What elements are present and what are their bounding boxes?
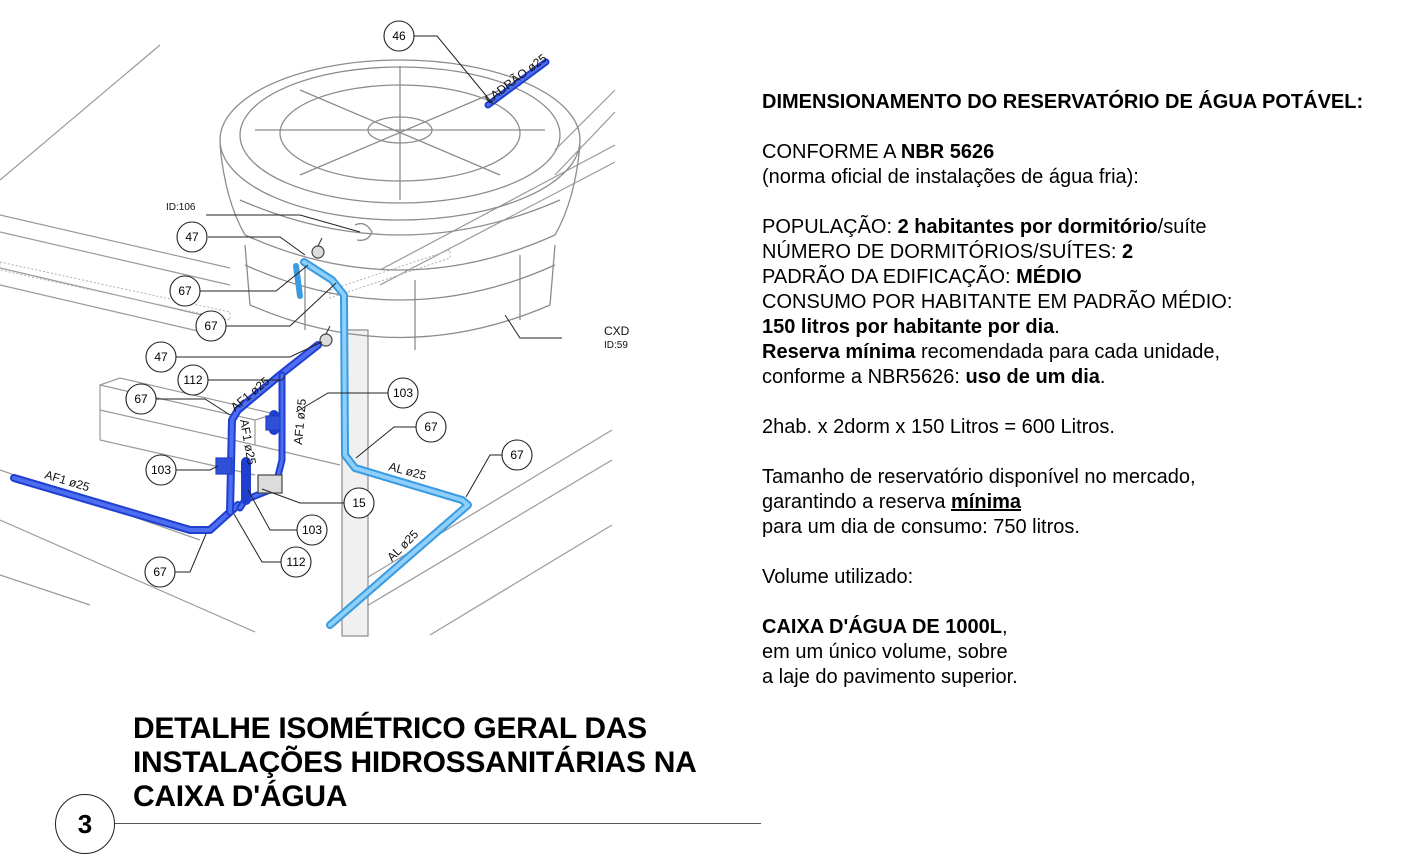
spec-conforme-nbr: conforme a NBR5626: uso de um dia. [762, 366, 1106, 388]
spec-tamanho-2: garantindo a reserva mínima [762, 491, 1022, 513]
callout-67 [145, 557, 175, 587]
title-line-2: INSTALAÇÕES HIDROSSANITÁRIAS NA [133, 746, 697, 779]
water-tank [220, 60, 580, 350]
spec-num-dormitorios: NÚMERO DE DORMITÓRIOS/SUÍTES: 2 [762, 241, 1134, 263]
spec-heading: DIMENSIONAMENTO DO RESERVATÓRIO DE ÁGUA POTÁVEL: [762, 91, 1364, 113]
title-rule [115, 823, 761, 824]
title-line-1: DETALHE ISOMÉTRICO GERAL DAS [133, 712, 647, 745]
detail-title [133, 712, 753, 814]
svg-text:112: 112 [183, 373, 203, 387]
spec-tamanho-1: Tamanho de reservatório disponível no mercado, [762, 466, 1196, 488]
callout-103 [146, 455, 176, 485]
spec-tamanho-3: para um dia de consumo: 750 litros. [762, 516, 1080, 538]
spec-volume-label: Volume utilizado: [762, 566, 914, 588]
callout-67 [196, 311, 226, 341]
svg-text:46: 46 [392, 29, 406, 43]
al-horizontal-label: AL ø25 [387, 459, 428, 483]
svg-text:67: 67 [178, 284, 192, 298]
svg-text:47: 47 [185, 230, 199, 244]
af1-horizontal-label: AF1 ø25 [43, 467, 92, 495]
spec-populacao: POPULAÇÃO: 2 habitantes por dormitório/suíte [762, 216, 1207, 238]
callout-46 [384, 21, 414, 51]
svg-text:67: 67 [510, 448, 524, 462]
callout-67 [416, 412, 446, 442]
svg-text:103: 103 [301, 523, 323, 537]
af1-top-label: AF1 ø25 [227, 373, 273, 415]
ladrao-label: LADRÃO ø25 [482, 51, 550, 107]
af1-vert-left-label: AF1 ø25 [237, 418, 259, 466]
svg-text:67: 67 [134, 392, 148, 406]
svg-text:15: 15 [352, 496, 366, 510]
isometric-drawing [0, 0, 760, 700]
callout-103 [297, 515, 327, 545]
callout-103 [388, 378, 418, 408]
id59-label: ID:59 [604, 340, 628, 351]
spec-laje: a laje do pavimento superior. [762, 666, 1018, 688]
cxd-label: CXD [604, 324, 630, 338]
callout-67 [126, 384, 156, 414]
af1-vert-right-label: AF1 ø25 [291, 398, 310, 446]
svg-text:47: 47 [154, 350, 168, 364]
svg-text:67: 67 [153, 565, 167, 579]
spec-consumo-label: CONSUMO POR HABITANTE EM PADRÃO MÉDIO: [762, 291, 1233, 313]
callout-15 [344, 488, 374, 518]
callout-47 [146, 342, 176, 372]
svg-text:103: 103 [392, 386, 414, 400]
callout-67 [502, 440, 532, 470]
title-line-3: CAIXA D'ÁGUA [133, 780, 348, 813]
spec-calculo: 2hab. x 2dorm x 150 Litros = 600 Litros. [762, 416, 1115, 438]
spec-consumo-value: 150 litros por habitante por dia. [762, 316, 1060, 338]
callout-47 [177, 222, 207, 252]
id106-label: ID:106 [166, 202, 196, 213]
svg-text:103: 103 [150, 463, 172, 477]
spec-conforme: CONFORME A NBR 5626 [762, 141, 995, 163]
spec-norma-desc: (norma oficial de instalações de água fria): [762, 166, 1139, 188]
spec-unico-volume: em um único volume, sobre [762, 641, 1008, 663]
pipe-labels [43, 51, 630, 564]
svg-text:67: 67 [424, 420, 438, 434]
callouts [126, 21, 532, 587]
spec-padrao: PADRÃO DA EDIFICAÇÃO: MÉDIO [762, 266, 1082, 288]
detail-number: 3 [55, 794, 115, 854]
af1-pipes [14, 345, 318, 530]
callout-112 [281, 547, 311, 577]
al-diagonal-label: AL ø25 [384, 527, 422, 565]
callout-67 [170, 276, 200, 306]
spec-caixa: CAIXA D'ÁGUA DE 1000L, [762, 616, 1008, 638]
callout-112 [178, 365, 208, 395]
al-pipes [296, 262, 468, 625]
spec-reserva: Reserva mínima recomendada para cada unidade, [762, 341, 1221, 363]
svg-text:67: 67 [204, 319, 218, 333]
reservoir-spec [762, 90, 1422, 690]
roof-beam [0, 250, 450, 320]
roof-structure [0, 45, 615, 635]
svg-text:112: 112 [286, 555, 306, 569]
